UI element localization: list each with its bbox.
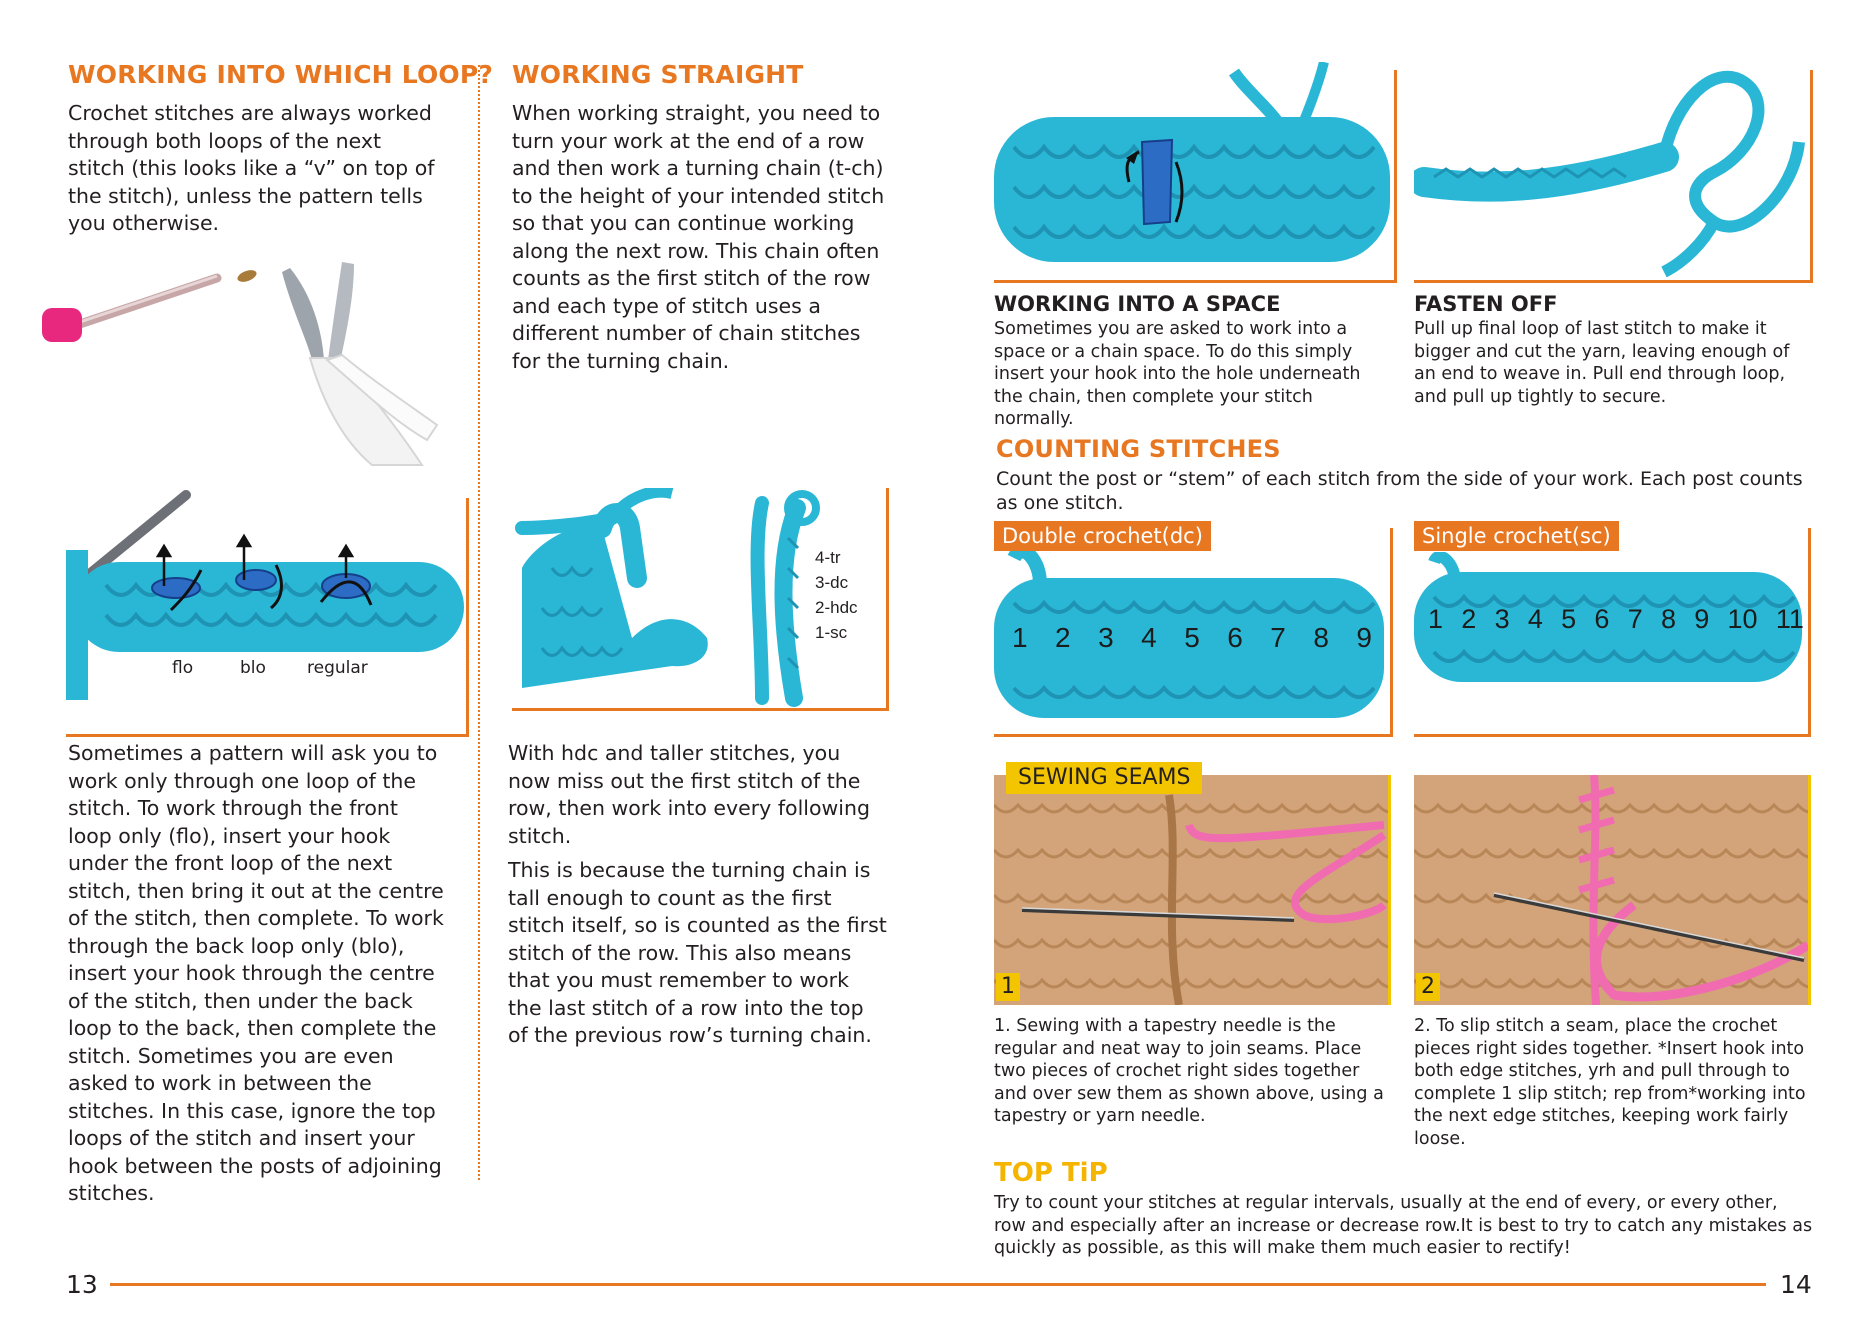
page-number-right: 14 xyxy=(1780,1270,1812,1299)
fasten-off-text: Pull up final loop of last stitch to make it bigger and cut the yarn, leaving enough of an end to weave in. Pull end through loop, and pull up tightly to secure. xyxy=(1414,319,1790,407)
dc-label-tag: Double crochet(dc) xyxy=(994,521,1211,551)
label-blo: blo xyxy=(240,658,266,678)
title-working-into-space: WORKING INTO A SPACE xyxy=(994,292,1281,316)
seam-step-1-badge: 1 xyxy=(996,973,1020,1001)
dc-num-8: 8 xyxy=(1313,622,1329,653)
sc-num-10: 10 xyxy=(1727,604,1758,634)
sc-num-8: 8 xyxy=(1660,604,1676,634)
label-flo: flo xyxy=(172,658,194,678)
turning-chain-explanation: This is because the turning chain is tall enough to count as the first stitch itself, so is counted as the first stitch of the row. This also means that you must remember to work the last stitch of a row into the top of the previous row’s turning chain. xyxy=(508,858,887,1047)
sewing-seams-tag: SEWING SEAMS xyxy=(1006,762,1202,794)
column-divider xyxy=(478,65,480,1180)
dc-num-1: 1 xyxy=(1012,622,1028,653)
sc-num-9: 9 xyxy=(1694,604,1710,634)
sc-num-11: 11 xyxy=(1775,604,1804,634)
dc-num-9: 9 xyxy=(1356,622,1372,653)
loop-types-illustration xyxy=(66,490,466,730)
sc-num-4: 4 xyxy=(1527,604,1543,634)
dc-num-4: 4 xyxy=(1141,622,1157,653)
chain-label-dc: 3-dc xyxy=(815,573,849,592)
title-fasten-off: FASTEN OFF xyxy=(1414,292,1558,316)
section-title-working-straight: WORKING STRAIGHT xyxy=(512,60,804,89)
sc-num-7: 7 xyxy=(1627,604,1643,634)
label-regular: regular xyxy=(307,658,368,678)
sc-label-tag: Single crochet(sc) xyxy=(1414,521,1619,551)
dc-num-2: 2 xyxy=(1055,622,1071,653)
dc-num-5: 5 xyxy=(1184,622,1200,653)
turning-chain-labels xyxy=(815,545,858,645)
footer-rule xyxy=(110,1283,1766,1286)
loop-detail-text: Sometimes a pattern will ask you to work only through one loop of the stitch. To work through the front loop only (flo), insert your hook under the front loop of the next stitch, then bring it out at the centre of the stitch, then complete. To work through the back loop only (blo), insert your hook through the centre of the stitch, then under the back loop to the back, then complete the stitch. Sometimes you are even asked to work in between the stitches. In this case, ignore the top loops of the stitch and insert your hook between the posts of adjoining stitches. xyxy=(68,741,444,1205)
top-tip-title: TOP TiP xyxy=(994,1158,1108,1188)
sc-num-5: 5 xyxy=(1561,604,1577,634)
dc-num-3: 3 xyxy=(1098,622,1114,653)
seam-step-2-badge: 2 xyxy=(1416,973,1440,1001)
page-number-left: 13 xyxy=(66,1270,98,1299)
hook-and-scissors-illustration xyxy=(42,250,442,470)
sc-num-3: 3 xyxy=(1494,604,1510,634)
seam-photo-2-illustration xyxy=(1414,775,1808,1005)
dc-stitch-numbers xyxy=(1012,622,1372,654)
seam-photo-1-illustration xyxy=(994,775,1388,1005)
top-tip-text: Try to count your stitches at regular intervals, usually at the end of every, or every other, row and especially after an increase or decrease row.It is best to try to catch any mistakes as quickly as possible, as this will make them much easier to rectify! xyxy=(994,1193,1813,1258)
working-into-space-text: Sometimes you are asked to work into a space or a chain space. To do this simply insert your hook into the hole underneath the chain, then complete your stitch normally. xyxy=(994,319,1361,429)
sc-num-6: 6 xyxy=(1594,604,1610,634)
dc-num-7: 7 xyxy=(1270,622,1286,653)
seam-step-2-text: 2. To slip stitch a seam, place the crochet pieces right sides together. *Insert hook into both edge stitches, yrh and pull through to complete 1 slip stitch; rep from*working into the next edge stitches, keeping work fairly loose. xyxy=(1414,1016,1806,1149)
sc-num-2: 2 xyxy=(1461,604,1477,634)
dc-num-6: 6 xyxy=(1227,622,1243,653)
counting-stitches-text: Count the post or “stem” of each stitch from the side of your work. Each post counts as one stitch. xyxy=(996,468,1803,514)
chain-label-sc: 1-sc xyxy=(815,623,848,642)
title-counting-stitches: COUNTING STITCHES xyxy=(996,435,1281,463)
seam-step-1-text: 1. Sewing with a tapestry needle is the regular and neat way to join seams. Place two pieces of crochet right sides together and over sew them as shown above, using a tapestry or yarn needle. xyxy=(994,1016,1384,1126)
working-straight-intro: When working straight, you need to turn your work at the end of a row and then work a turning chain (t-ch) to the height of your intended stitch so that you can continue working along the next row. This chain often counts as the first stitch of the row and each type of stitch uses a different number of chain stitches for the turning chain. xyxy=(512,101,885,373)
which-loop-intro: Crochet stitches are always worked through both loops of the next stitch (this looks like a “v” on top of the stitch), unless the pattern tells you otherwise. xyxy=(68,101,435,235)
chain-label-hdc: 2-hdc xyxy=(815,598,858,617)
fasten-off-illustration xyxy=(1414,62,1814,277)
working-into-space-illustration xyxy=(994,62,1394,277)
sc-num-1: 1 xyxy=(1428,604,1444,634)
chain-label-tr: 4-tr xyxy=(815,548,841,567)
sc-stitch-numbers xyxy=(1428,604,1804,635)
section-title-which-loop: WORKING INTO WHICH LOOP? xyxy=(68,60,494,89)
hdc-text: With hdc and taller stitches, you now miss out the first stitch of the row, then work into every following stitch. xyxy=(508,741,870,848)
